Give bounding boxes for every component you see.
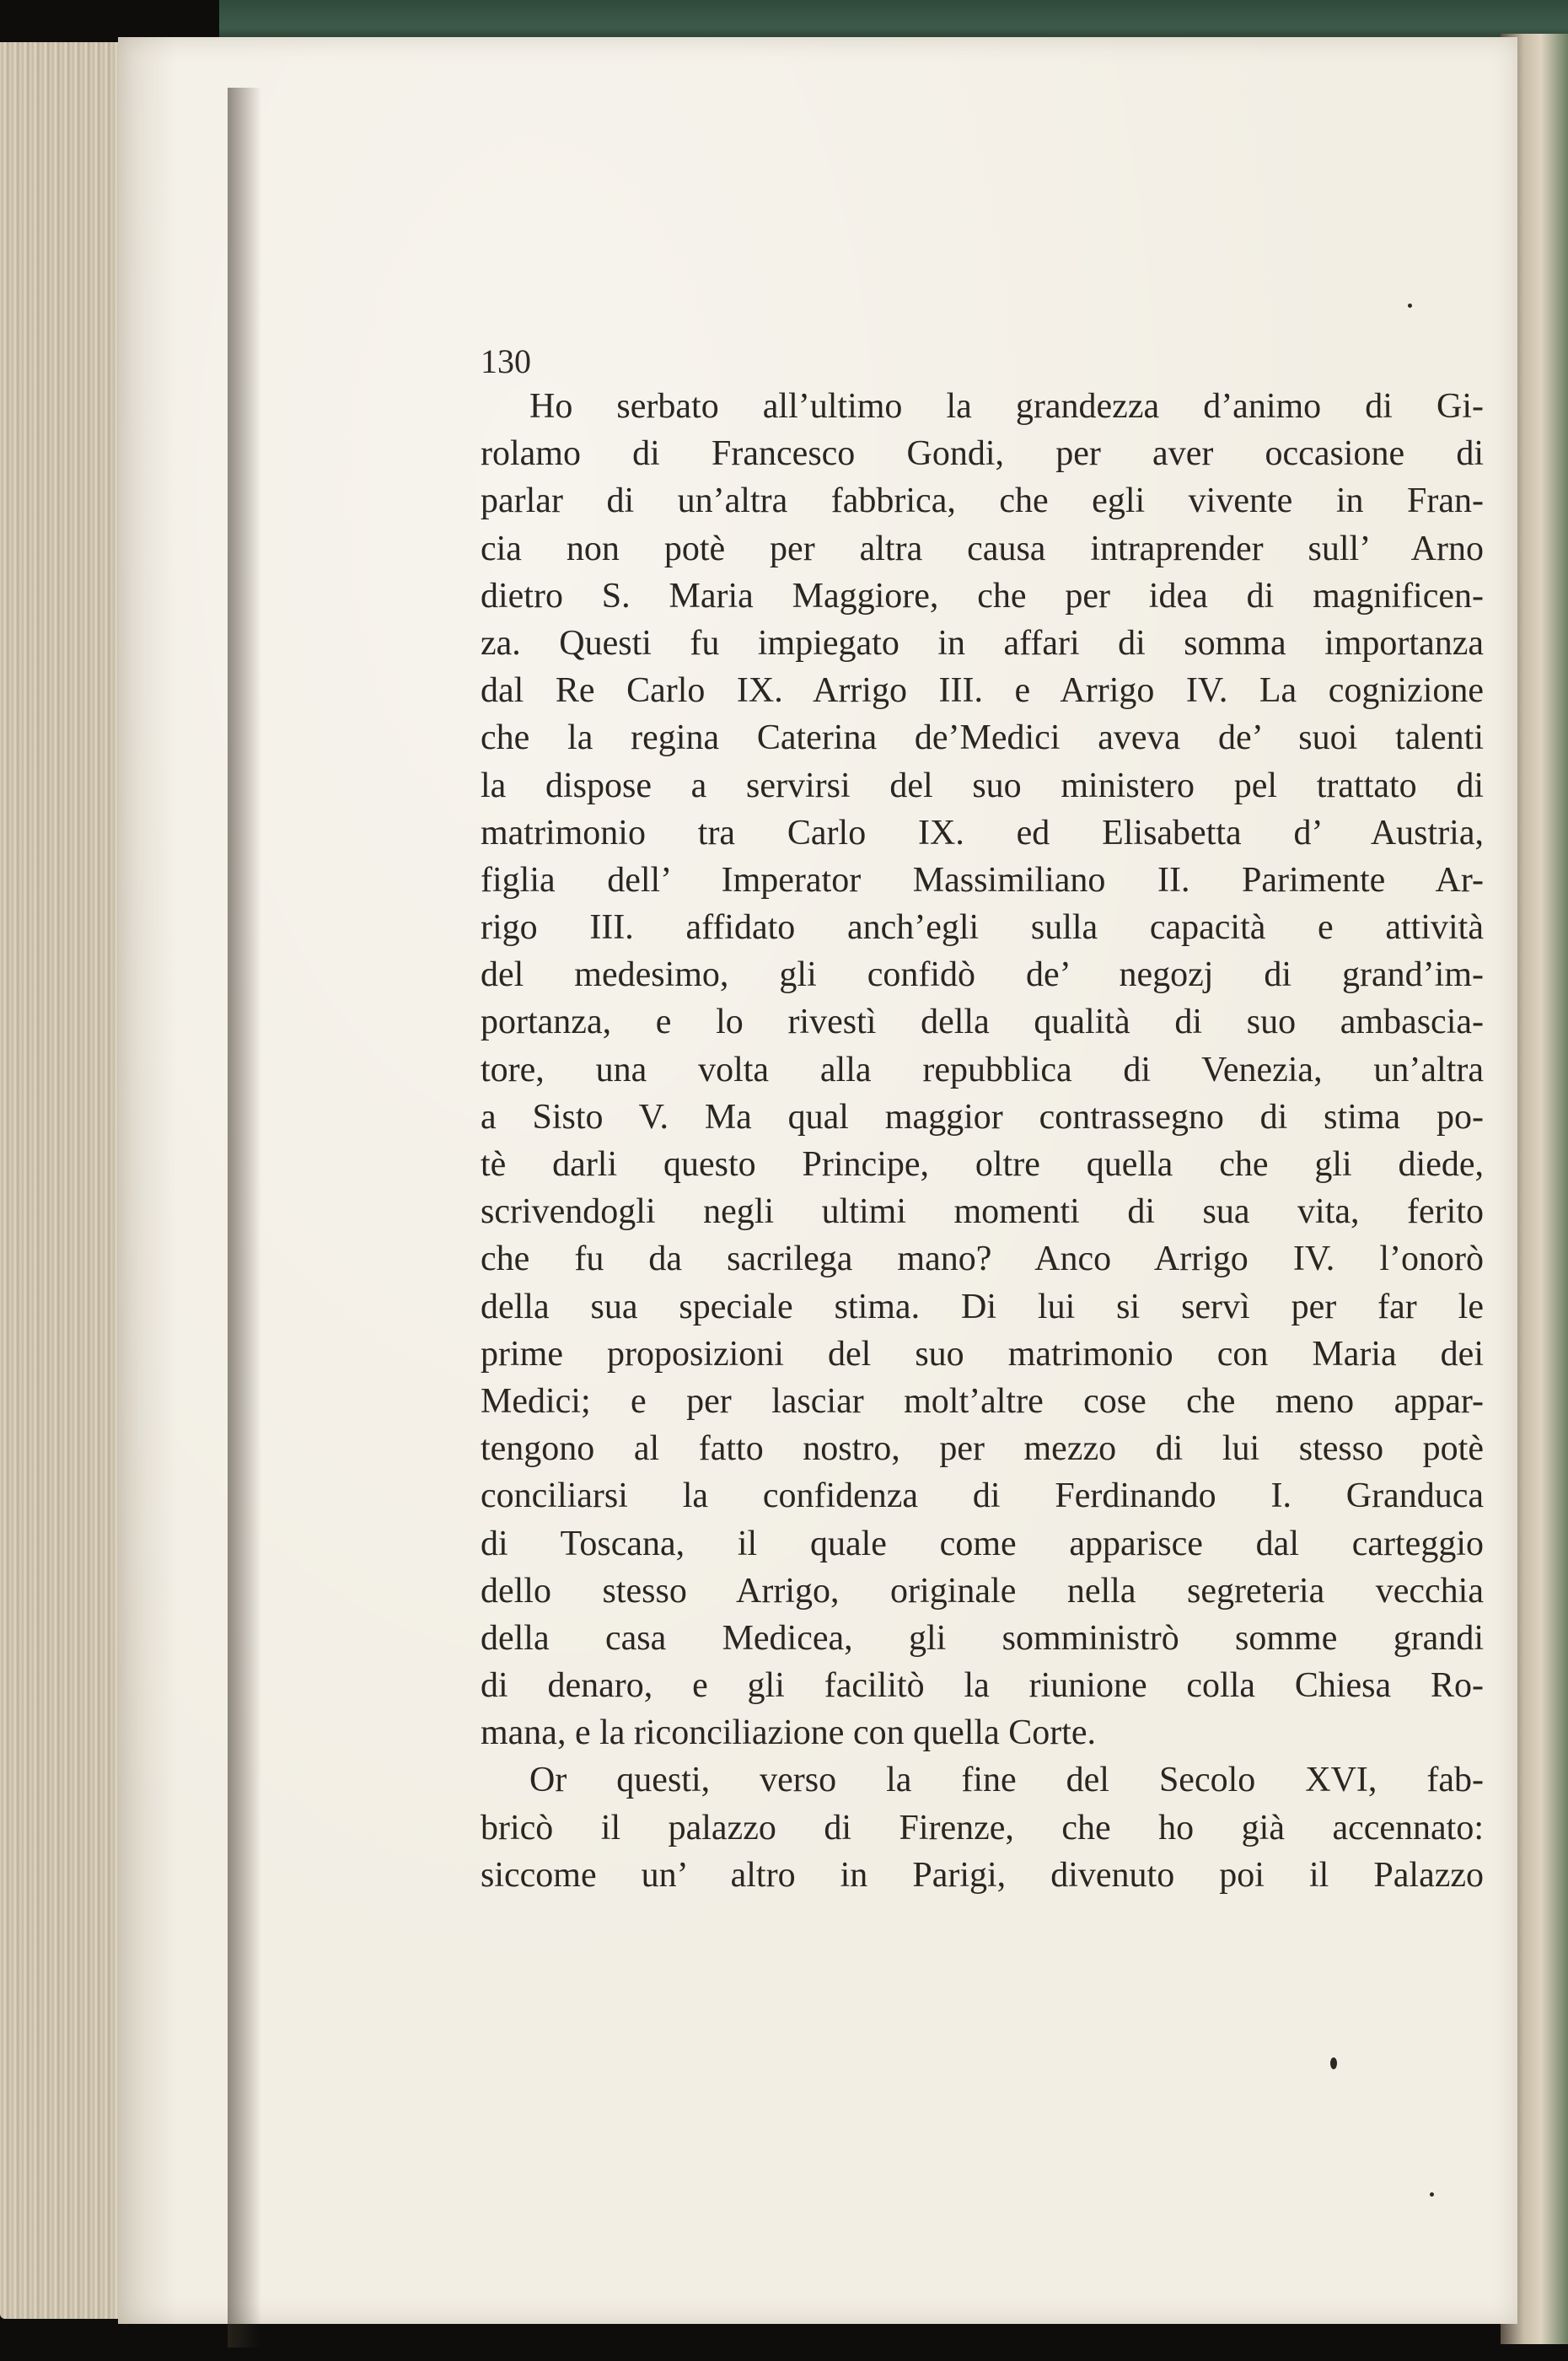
text-line: che fu da sacrilega mano? Anco Arrigo IV. l’onorò [481, 1240, 1484, 1279]
page-edges-left [0, 42, 135, 2319]
text-line: dal Re Carlo IX. Arrigo III. e Arrigo IV. La cognizione [481, 671, 1484, 711]
text-line: mana, e la riconciliazione con quella Corte. [481, 1713, 1097, 1753]
text-line: della casa Medicea, gli somministrò somme grandi [481, 1618, 1484, 1658]
gutter-shadow [228, 88, 261, 2348]
text-block [481, 341, 1484, 1899]
ink-speck [1330, 2057, 1337, 2069]
text-line: del medesimo, gli confidò de’ negozj di grand’im- [481, 955, 1484, 995]
text-line: Medici; e per lasciar molt’altre cose che meno appar- [481, 1381, 1484, 1421]
text-line: di Toscana, il quale come apparisce dal carteggio [481, 1524, 1484, 1563]
text-line: a Sisto V. Ma qual maggior contrassegno di stima po- [481, 1097, 1484, 1137]
text-line: che la regina Caterina de’Medici aveva de’ suoi talenti [481, 718, 1484, 758]
text-line: parlar di un’altra fabbrica, che egli vivente in Fran- [481, 481, 1484, 521]
text-line: rigo III. affidato anch’egli sulla capacità e attività [481, 908, 1484, 948]
ink-speck [1430, 2192, 1434, 2197]
text-line: rolamo di Francesco Gondi, per aver occasione di [481, 434, 1484, 474]
ink-speck [1408, 304, 1412, 308]
text-line: figlia dell’ Imperator Massimiliano II. Parimente Ar- [481, 860, 1484, 900]
text-line: tore, una volta alla repubblica di Venezia, un’altra [481, 1050, 1484, 1089]
text-line: la dispose a servirsi del suo ministero pel trattato di [481, 766, 1484, 805]
text-line: bricò il palazzo di Firenze, che ho già accennato: [481, 1808, 1484, 1847]
text-line: matrimonio tra Carlo IX. ed Elisabetta d’ Austria, [481, 813, 1484, 852]
text-line: cia non potè per altra causa intraprender sull’ Arno [481, 529, 1484, 568]
text-line: dello stesso Arrigo, originale nella segreteria vecchia [481, 1571, 1484, 1611]
text-line: scrivendogli negli ultimi momenti di sua vita, ferito [481, 1192, 1484, 1232]
text-line: siccome un’ altro in Parigi, divenuto poi il Palazzo [481, 1855, 1484, 1895]
text-line: prime proposizioni del suo matrimonio con Maria dei [481, 1334, 1484, 1374]
text-line: Ho serbato all’ultimo la grandezza d’animo di Gi- [529, 387, 1484, 426]
text-line: della sua speciale stima. Di lui si servì per far le [481, 1287, 1484, 1326]
text-line: Or questi, verso la fine del Secolo XVI, fab- [529, 1761, 1484, 1800]
text-line: dietro S. Maria Maggiore, che per idea di magnificen- [481, 576, 1484, 616]
text-line: za. Questi fu impiegato in affari di somma importanza [481, 623, 1484, 663]
text-line: conciliarsi la confidenza di Ferdinando I. Granduca [481, 1476, 1484, 1516]
book-page [118, 37, 1517, 2324]
page-number: 130 [481, 342, 531, 380]
text-line: portanza, e lo rivestì della qualità di suo ambascia- [481, 1003, 1484, 1042]
text-line: tè darli questo Principe, oltre quella che gli diede, [481, 1145, 1484, 1184]
text-line: di denaro, e gli facilitò la riunione colla Chiesa Ro- [481, 1666, 1484, 1706]
text-line: tengono al fatto nostro, per mezzo di lui stesso potè [481, 1429, 1484, 1469]
